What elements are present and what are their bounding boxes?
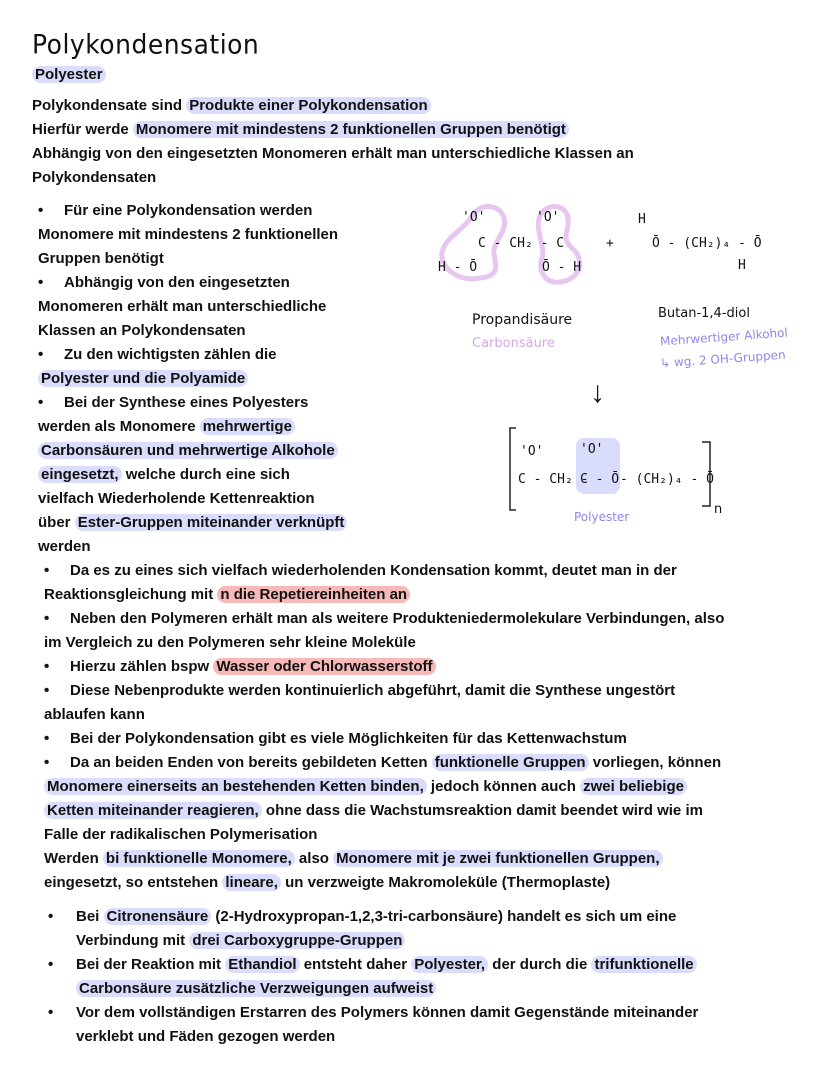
left-line: eingesetzt, welche durch eine sich	[38, 466, 290, 483]
left-line: Carbonsäuren und mehrwertige Alkohole	[38, 442, 338, 459]
acid-class: Carbonsäure	[472, 336, 555, 351]
product-double-o-1: 'O'	[520, 444, 544, 459]
body-bullet-3: • Hierzu zählen bspw Wasser oder Chlorwasserstoff	[44, 658, 436, 675]
body-line: Werden bi funktionelle Monomere, also Monomere mit je zwei funktionellen Gruppen,	[44, 850, 663, 867]
alcohol-h-right: H	[738, 258, 746, 273]
intro-line-4: Polykondensaten	[32, 169, 157, 186]
product-formula-b: C - Ō	[580, 472, 620, 487]
plus-sign: +	[606, 236, 614, 251]
reaction-arrow: ↓	[590, 376, 605, 409]
final-bullet-2: • Bei der Reaktion mit Ethandiol entsteht daher Polyester, der durch die trifunktionelle	[48, 956, 697, 973]
body-line: im Vergleich zu den Polymeren sehr kleine Moleküle	[44, 634, 416, 651]
left-line: Polyester und die Polyamide	[38, 370, 248, 387]
reaction-diagram	[420, 198, 820, 528]
final-bullet-3: • Vor dem vollständigen Erstarren des Polymers können damit Gegenstände miteinander	[48, 1004, 699, 1021]
left-bullet-2: • Abhängig von den eingesetzten	[38, 274, 290, 291]
body-bullet-5: • Bei der Polykondensation gibt es viele Möglichkeiten für das Kettenwachstum	[44, 730, 627, 747]
body-bullet-2: • Neben den Polymeren erhält man als weitere Produkteniedermolekulare Verbindungen, also	[44, 610, 725, 627]
left-line: Klassen an Polykondensaten	[38, 322, 246, 339]
repeat-bracket-left	[510, 428, 516, 510]
left-bullet-4: • Bei der Synthese eines Polyesters	[38, 394, 309, 411]
page-title: Polykondensation	[32, 29, 260, 60]
product-formula-c: - (CH₂)₄ - Ō	[620, 472, 714, 487]
left-line: Gruppen benötigt	[38, 250, 164, 267]
final-line: Verbindung mit drei Carboxygruppe-Gruppen	[76, 932, 405, 949]
body-line: Falle der radikalischen Polymerisation	[44, 826, 318, 843]
left-bullet-1: • Für eine Polykondensation werden	[38, 202, 313, 219]
final-bullet-1: • Bei Citronensäure (2-Hydroxypropan-1,2,3-tri-carbonsäure) handelt es sich um eine	[48, 908, 677, 925]
intro-line-2: Hierfür werde Monomere mit mindestens 2 funktionellen Gruppen benötigt	[32, 121, 569, 138]
alcohol-name: Butan-1,4-diol	[658, 306, 750, 321]
alcohol-class: Mehrwertiger Alkohol	[659, 325, 789, 349]
repeat-n: n	[714, 502, 723, 517]
double-o-right: 'O'	[536, 210, 560, 225]
product-formula-a: C - CH₂ -	[518, 472, 589, 487]
double-o-left: 'O'	[462, 210, 486, 225]
left-bullet-3: • Zu den wichtigsten zählen die	[38, 346, 277, 363]
body-bullet-1: • Da es zu eines sich vielfach wiederholenden Kondensation kommt, deutet man in der	[44, 562, 677, 579]
final-line: Carbonsäure zusätzliche Verzweigungen aufweist	[76, 980, 436, 997]
page-subtitle: Polyester	[32, 66, 106, 83]
acid-name: Propandisäure	[472, 312, 573, 328]
left-line: vielfach Wiederholende Kettenreaktion	[38, 490, 315, 507]
alcohol-h-left: H	[638, 212, 646, 227]
body-line: Monomere einerseits an bestehenden Ketten binden, jedoch können auch zwei beliebige	[44, 778, 687, 795]
body-line: Reaktionsgleichung mit n die Repetiereinheiten an	[44, 586, 410, 603]
body-line: eingesetzt, so entstehen lineare, un verzweigte Makromoleküle (Thermoplaste)	[44, 874, 611, 891]
intro-line-1: Polykondensate sind Produkte einer Polykondensation	[32, 97, 431, 114]
product-label: Polyester	[574, 510, 630, 524]
left-line: Monomere mit mindestens 2 funktionellen	[38, 226, 339, 243]
body-bullet-4: • Diese Nebenprodukte werden kontinuierlich abgeführt, damit die Synthese ungestört	[44, 682, 676, 699]
body-line: ablaufen kann	[44, 706, 145, 723]
acid-h-o: H - Ō	[438, 260, 478, 275]
alcohol-formula: Ō - (CH₂)₄ - Ō	[652, 236, 762, 251]
left-line: über Ester-Gruppen miteinander verknüpft	[38, 514, 347, 531]
product-double-o-2: 'O'	[580, 442, 604, 457]
left-line: werden	[38, 538, 91, 555]
intro-line-3: Abhängig von den eingesetzten Monomeren erhält man unterschiedliche Klassen an	[32, 145, 634, 162]
acid-formula: C - CH₂ - C	[478, 236, 565, 251]
alcohol-note: ↳ wg. 2 OH-Gruppen	[659, 347, 787, 371]
left-line: Monomeren erhält man unterschiedliche	[38, 298, 327, 315]
body-line: Ketten miteinander reagieren, ohne dass die Wachstumsreaktion damit beendet wird wie im	[44, 802, 703, 819]
final-line: verklebt und Fäden gezogen werden	[76, 1028, 336, 1045]
body-bullet-6: • Da an beiden Enden von bereits gebildeten Ketten funktionelle Gruppen vorliegen, können	[44, 754, 722, 771]
acid-o-h: Ō - H	[542, 260, 582, 275]
left-line: werden als Monomere mehrwertige	[38, 418, 295, 435]
